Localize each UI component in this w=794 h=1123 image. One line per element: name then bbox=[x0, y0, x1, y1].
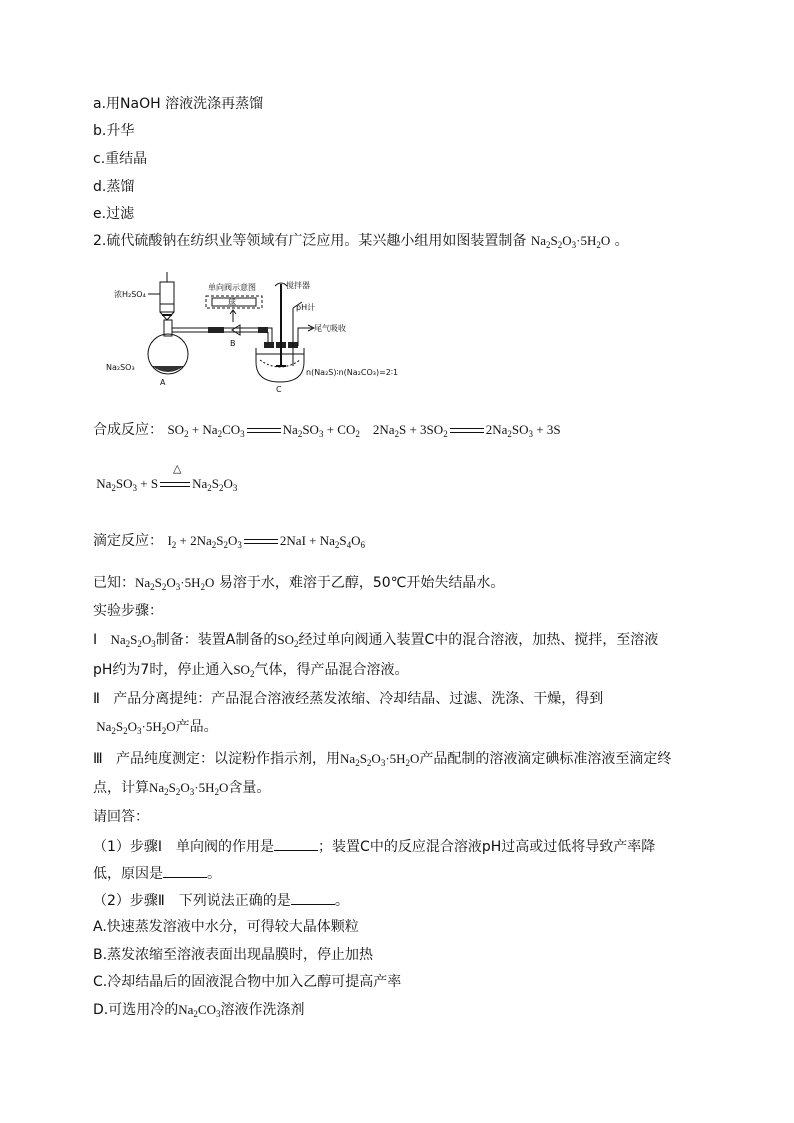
known-line: 已知：$Na_2S_2O_3\cdot 5H_2O$ 易溶于水，难溶于乙醇，50℃开始失结晶水。 bbox=[93, 575, 505, 592]
label-A: A bbox=[160, 378, 166, 387]
label-valve-inner: 球 bbox=[228, 298, 236, 307]
option-d: d.蒸馏 bbox=[93, 179, 135, 195]
choice-A: A.快速蒸发溶液中水分，可得较大晶体颗粒 bbox=[93, 919, 359, 935]
heat-symbol: △ bbox=[173, 462, 182, 475]
label-B: B bbox=[230, 339, 236, 348]
label-ratio: n(Na₂S)∶n(Na₂CO₃)=2∶1 bbox=[306, 368, 399, 377]
label-na2so3: Na₂SO₃ bbox=[106, 363, 135, 372]
step-2-cont: $Na_2S_2O_3\cdot 5H_2O$产品。 bbox=[93, 719, 218, 736]
answer-blank[interactable] bbox=[163, 863, 207, 878]
label-ph: pH计 bbox=[296, 303, 316, 312]
answer-blank[interactable] bbox=[274, 836, 318, 851]
question-2: （2）步骤Ⅱ 下列说法正确的是 。 bbox=[93, 890, 349, 911]
apparatus-diagram bbox=[100, 262, 420, 392]
step-2: Ⅱ 产品分离提纯：产品混合溶液经蒸发浓缩、冷却结晶、过滤、洗涤、干燥，得到 bbox=[93, 691, 604, 707]
question-2-intro: 2.硫代硫酸钠在纺织业等领域有广泛应用。某兴趣小组用如图装置制备 $Na_2S_2O_3\cdot 5H_2O$ 。 bbox=[93, 233, 629, 250]
question-1-cont: 低，原因是 。 bbox=[93, 863, 221, 884]
step-3: Ⅲ 产品纯度测定：以淀粉作指示剂，用$Na_2S_2O_3\cdot 5H_2O$产品配制的溶液滴定碘标准溶液至滴定终 bbox=[93, 751, 672, 768]
option-a: a.用NaOH 溶液洗涤再蒸馏 bbox=[93, 96, 264, 112]
question-1: （1）步骤Ⅰ 单向阀的作用是 ；装置C中的反应混合溶液pH过高或过低将导致产率降 bbox=[93, 836, 655, 857]
synthesis-line-2: $Na_2SO_3 + S$ $Na_2S_2O_3$ bbox=[93, 476, 238, 493]
label-C: C bbox=[276, 385, 282, 392]
choice-C: C.冷却结晶后的固液混合物中加入乙醇可提高产率 bbox=[93, 974, 402, 990]
steps-title: 实验步骤： bbox=[93, 603, 163, 619]
step-3-cont: 点，计算$Na_2S_2O_3\cdot 5H_2O$含量。 bbox=[93, 780, 271, 797]
option-b: b.升华 bbox=[93, 123, 135, 139]
choice-B: B.蒸发浓缩至溶液表面出现晶膜时，停止加热 bbox=[93, 947, 374, 963]
label-stirrer: 搅拌器 bbox=[286, 281, 310, 290]
step-1: Ⅰ $Na_2S_2O_3$制备：装置A制备的$SO_2$经过单向阀通入装置C中的混合溶液，加热、搅拌，至溶液 bbox=[93, 632, 659, 649]
choice-D: D.可选用冷的$Na_2CO_3$溶液作洗涤剂 bbox=[93, 1002, 305, 1019]
answer-blank[interactable] bbox=[291, 890, 335, 905]
option-e: e.过滤 bbox=[93, 206, 135, 222]
option-c: c.重结晶 bbox=[93, 151, 148, 167]
titration-line: 滴定反应： $I_2 + 2Na_2S_2O_3$ $2NaI + Na_2S_4O_6$ bbox=[93, 533, 366, 550]
label-h2so4: 浓H₂SO₄ bbox=[114, 290, 146, 299]
synthesis-line-1: 合成反应： $SO_2 + Na_2CO_3$ $Na_2SO_3 + CO_2$ $2Na_2S + 3SO_2$ $2Na_2SO_3 + 3S$ bbox=[93, 422, 561, 439]
step-1-cont: pH约为7时，停止通入$SO_2$气体，得产品混合溶液。 bbox=[93, 662, 409, 679]
label-valve-title: 单向阀示意图 bbox=[208, 283, 256, 292]
answer-prompt: 请回答： bbox=[93, 809, 149, 825]
label-tail-gas: 尾气吸收 bbox=[314, 324, 346, 333]
